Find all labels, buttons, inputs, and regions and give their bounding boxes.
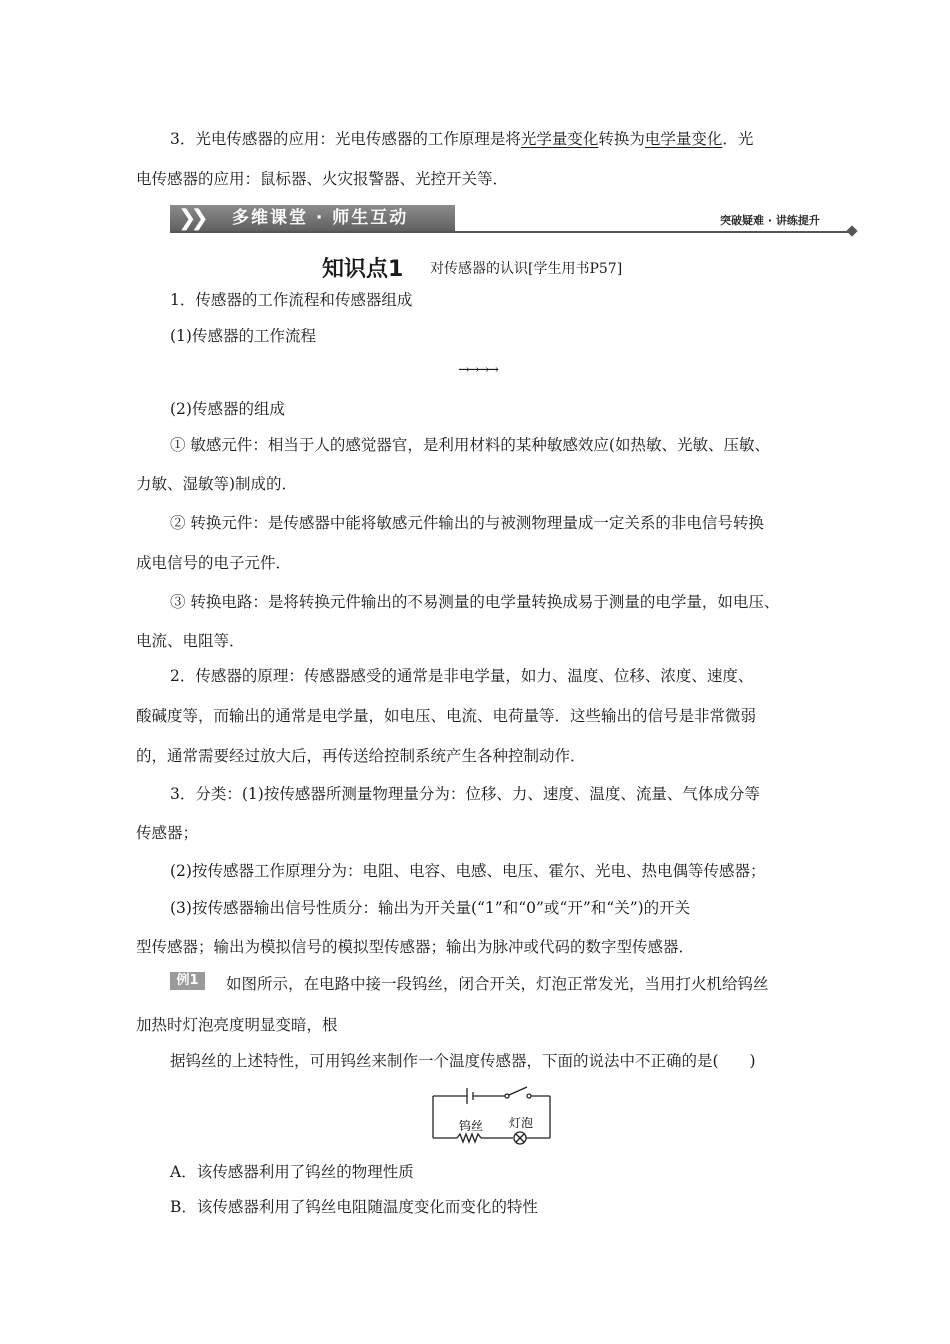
- label-bulb: 灯泡: [509, 1116, 534, 1130]
- banner-right-text: 突破疑难 · 讲练提升: [720, 214, 820, 227]
- banner-title: 多维课堂 · 师生互动: [232, 208, 409, 228]
- example-line: 加热时灯泡亮度明显变暗，根: [136, 1016, 338, 1034]
- text-line: ② 转换元件：是传感器中能将敏感元件输出的与被测物理量成一定关系的非电信号转换: [170, 514, 764, 532]
- text-line: (2)按传感器工作原理分为：电阻、电容、电感、电压、霍尔、光电、热电偶等传感器；: [170, 862, 766, 880]
- text-line: 电流、电阻等．: [136, 632, 245, 650]
- text-line: 酸碱度等，而输出的通常是电学量，如电压、电流、电荷量等．这些输出的信号是非常微弱: [136, 707, 757, 725]
- text-line: (3)按传感器输出信号性质分：输出为开关量(“1”和“0”或“开”和“关”)的开关: [170, 899, 691, 917]
- text-line: 传感器；: [136, 824, 199, 842]
- example-line: 据钨丝的上述特性，可用钨丝来制作一个温度传感器，下面的说法中不正确的是( ): [170, 1052, 756, 1070]
- text-line: (1)传感器的工作流程: [170, 327, 316, 345]
- text-line: ① 敏感元件：相当于人的感觉器官，是利用材料的某种敏感效应(如热敏、光敏、压敏、: [170, 436, 770, 454]
- option-b: B．该传感器利用了钨丝电阻随温度变化而变化的特性: [170, 1198, 538, 1216]
- diamond-icon: [846, 225, 857, 236]
- text-line: 的，通常需要经过放大后，再传送给控制系统产生各种控制动作．: [136, 747, 586, 765]
- text-line: 力敏、湿敏等)制成的．: [136, 475, 298, 493]
- text-line: 1．传感器的工作流程和传感器组成: [170, 291, 413, 309]
- text-line: 成电信号的电子元件．: [136, 554, 292, 572]
- label-tungsten: 钨丝: [459, 1119, 484, 1133]
- para-photoelectric-line2: 电传感器的应用：鼠标器、火灾报警器、光控开关等．: [136, 170, 509, 188]
- text-line: 型传感器；输出为模拟信号的模拟型传感器；输出为脉冲或代码的数字型传感器．: [136, 938, 695, 956]
- banner-divider: [170, 231, 850, 233]
- para-photoelectric-line1: 3．光电传感器的应用：光电传感器的工作原理是将光学量变化转换为电学量变化．光: [170, 130, 754, 148]
- example-line: 如图所示，在电路中接一段钨丝，闭合开关，灯泡正常发光，当用打火机给钨丝: [226, 975, 769, 993]
- flow-arrows: →→→→: [458, 362, 497, 378]
- circuit-diagram: [425, 1078, 560, 1148]
- underlined-term: 光学量变化: [520, 130, 599, 148]
- knowledge-point-subtitle: 对传感器的认识[学生用书P57]: [430, 261, 623, 277]
- chevron-double-icon: ❯❯: [178, 206, 203, 231]
- text-line: (2)传感器的组成: [170, 400, 285, 418]
- example-tag: 例1: [170, 972, 205, 990]
- underlined-term: 电学量变化: [644, 130, 723, 148]
- knowledge-point-title: 知识点1: [322, 257, 404, 282]
- text-line: ③ 转换电路：是将转换元件输出的不易测量的电学量转换成易于测量的电学量，如电压、: [170, 593, 780, 611]
- option-a: A．该传感器利用了钨丝的物理性质: [170, 1163, 414, 1181]
- text-line: 2．传感器的原理：传感器感受的通常是非电学量，如力、温度、位移、浓度、速度、: [170, 667, 754, 685]
- text-line: 3．分类：(1)按传感器所测量物理量分为：位移、力、速度、温度、流量、气体成分等: [170, 785, 760, 803]
